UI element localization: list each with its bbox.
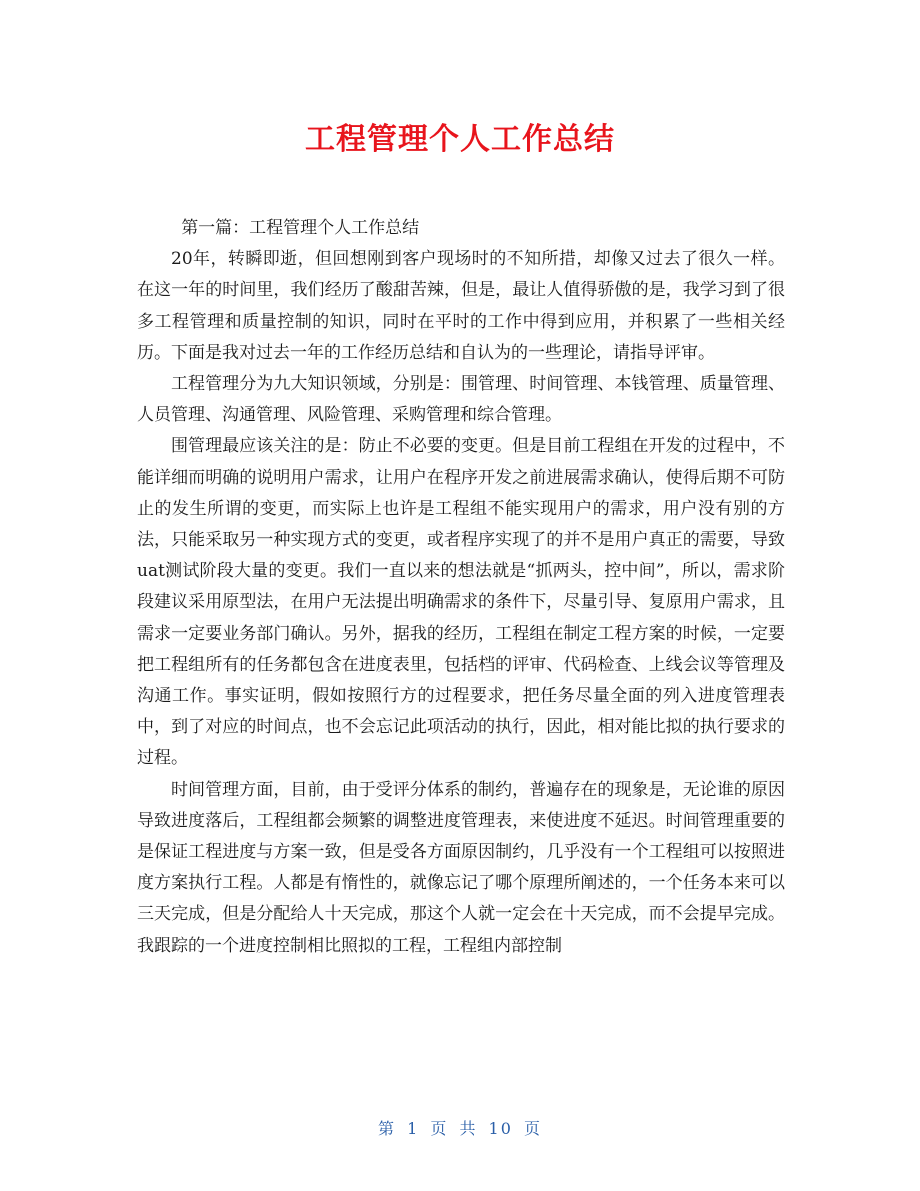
page-footer: 第 1 页 共 10 页 [378,1119,542,1138]
document-body [137,213,785,962]
paragraph-scope-management: 围管理最应该关注的是：防止不必要的变更。但是目前工程组在开发的过程中，不能详细而明确的说明用户需求，让用户在程序开发之前进展需求确认，使得后期不可防止的发生所谓的变更，而实际上也许是工程组不能实现用户的需求，用户没有别的方法，只能采取另一种实现方式的变更，或者程序实现了的并不是用户真正的需要，导致uat测试阶段大量的变更。我们一直以来的想法就是“抓两头，控中间”，所以，需求阶段建议采用原型法，在用户无法提出明确需求的条件下，尽量引导、复原用户需求，且需求一定要业务部门确认。另外，据我的经历，工程组在制定工程方案的时候，一定要把工程组所有的任务都包含在进度表里，包括档的评审、代码检查、上线会议等管理及沟通工作。事实证明，假如按照行方的过程要求，把任务尽量全面的列入进度管理表中，到了对应的时间点，也不会忘记此项活动的执行，因此，相对能比拟的执行要求的过程。 [137,436,785,769]
document-title: 工程管理个人工作总结 [305,122,615,157]
paragraph-intro: 20年，转瞬即逝，但回想刚到客户现场时的不知所措，却像又过去了很久一样。在这一年的时间里，我们经历了酸甜苦辣，但是，最让人值得骄傲的是，我学习到了很多工程管理和质量控制的知识，同时在平时的工作中得到应用，并积累了一些相关经历。下面是我对过去一年的工作经历总结和自认为的一些理论，请指导评审。 [137,249,785,363]
paragraph-time-management: 时间管理方面，目前，由于受评分体系的制约，普遍存在的现象是，无论谁的原因导致进度落后，工程组都会频繁的调整进度管理表，来使进度不延迟。时间管理重要的是保证工程进度与方案一致，但是受各方面原因制约，几乎没有一个工程组可以按照进度方案执行工程。人都是有惰性的，就像忘记了哪个原理所阐述的，一个任务本来可以三天完成，但是分配给人十天完成，那这个人就一定会在十天完成，而不会提早完成。我跟踪的一个进度控制相比照拟的工程，工程组内部控制 [137,779,785,956]
paragraph-knowledge-areas: 工程管理分为九大知识领域，分别是：围管理、时间管理、本钱管理、质量管理、人员管理、沟通管理、风险管理、采购管理和综合管理。 [137,374,785,426]
section-heading: 第一篇：工程管理个人工作总结 [181,218,420,238]
